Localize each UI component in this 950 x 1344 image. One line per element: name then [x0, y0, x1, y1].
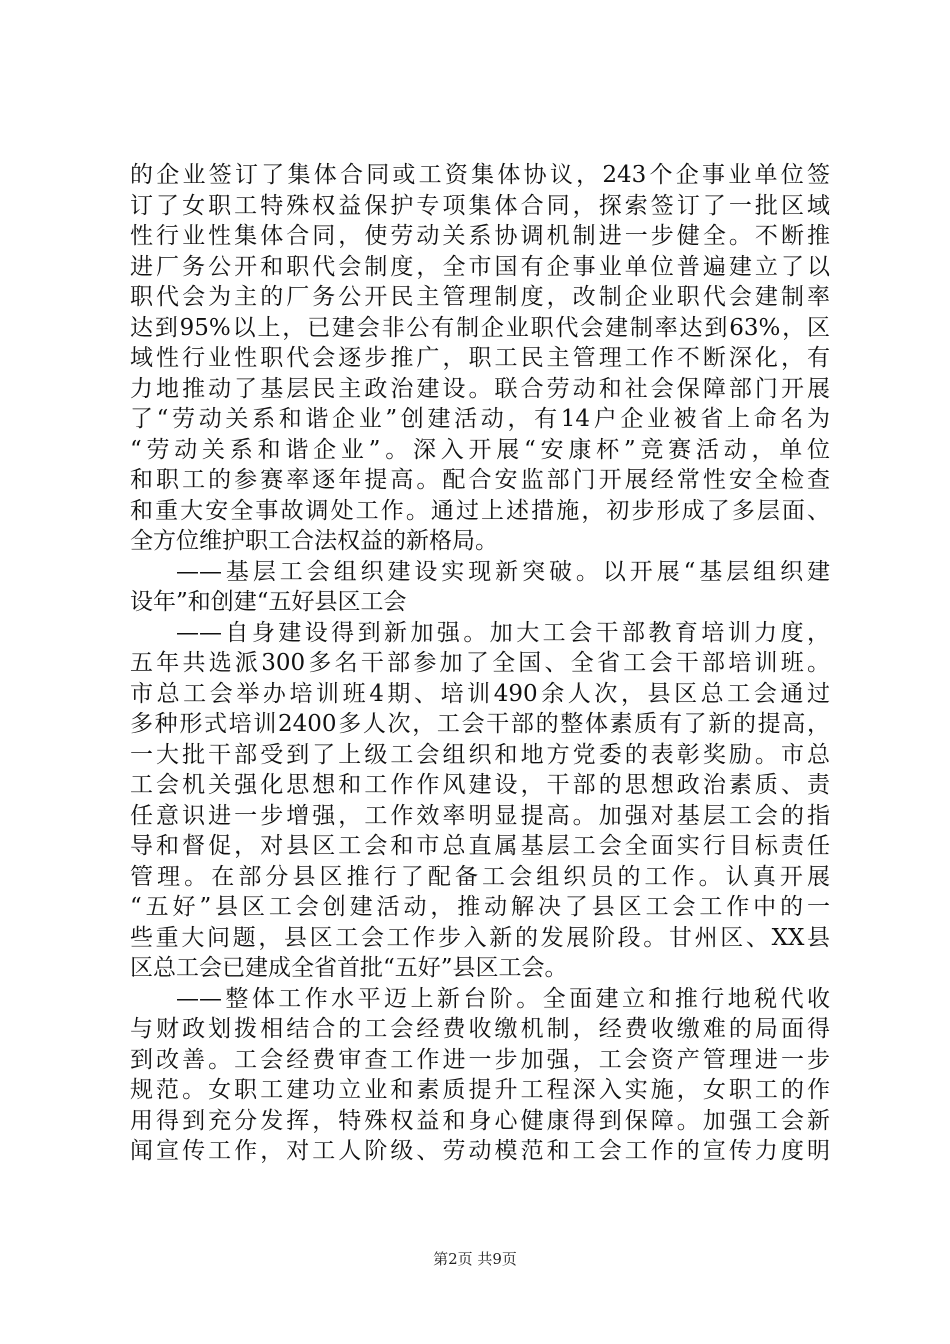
text-line: 闻宣传工作，对工人阶级、劳动模范和工会工作的宣传力度明	[130, 1138, 830, 1164]
text-line: 些重大问题，县区工会工作步入新的发展阶段。甘州区、XX县	[130, 924, 830, 951]
text-line: 和职工的参赛率逐年提高。配合安监部门开展经常性安全检查	[130, 467, 830, 493]
text-line: 导和督促，对县区工会和市总直属基层工会全面实行目标责任	[130, 833, 830, 859]
text-line: 区总工会已建成全省首批“五好”县区工会。	[130, 955, 568, 981]
text-line: 职代会为主的厂务公开民主管理制度，改制企业职代会建制率	[130, 284, 830, 310]
text-line: 任意识进一步增强，工作效率明显提高。加强对基层工会的指	[130, 802, 830, 829]
text-line: 达到95%以上，已建会非公有制企业职代会建制率达到63%，区	[130, 314, 830, 341]
text-line: “劳动关系和谐企业”。深入开展“安康杯”竞赛活动，单位	[130, 436, 830, 463]
text-line: 市总工会举办培训班4期、培训490余人次，县区总工会通过	[130, 680, 830, 707]
text-line: 一大批干部受到了上级工会组织和地方党委的表彰奖励。市总	[130, 741, 830, 768]
text-line: 五年共选派300多名干部参加了全国、全省工会干部培训班。	[130, 650, 830, 676]
text-line: 规范。女职工建功立业和素质提升工程深入实施，女职工的作	[130, 1077, 830, 1103]
text-line: 管理。在部分县区推行了配备工会组织员的工作。认真开展	[130, 863, 830, 890]
text-line: 多种形式培训2400多人次，工会干部的整体素质有了新的提高，	[130, 711, 830, 737]
text-line: 到改善。工会经费审查工作进一步加强，工会资产管理进一步	[130, 1046, 830, 1073]
text-line: ——自身建设得到新加强。加大工会干部教育培训力度，	[176, 619, 830, 646]
text-line: “五好”县区工会创建活动，推动解决了县区工会工作中的一	[130, 894, 830, 920]
page-number-label: 第2页 共9页	[433, 1250, 517, 1268]
text-line: 用得到充分发挥，特殊权益和身心健康得到保障。加强工会新	[130, 1107, 830, 1134]
document-body	[130, 160, 830, 1167]
text-line: 性行业性集体合同，使劳动关系协调机制进一步健全。不断推	[130, 223, 830, 249]
text-line: 的企业签订了集体合同或工资集体协议，243个企事业单位签	[130, 162, 830, 188]
text-line: 域性行业性职代会逐步推广，职工民主管理工作不断深化，有	[130, 345, 830, 371]
text-line: ——基层工会组织建设实现新突破。以开展“基层组织建	[176, 558, 830, 585]
text-line: 进厂务公开和职代会制度，全市国有企事业单位普遍建立了以	[130, 253, 830, 280]
text-line: 全方位维护职工合法权益的新格局。	[130, 528, 498, 554]
text-line: 了“劳动关系和谐企业”创建活动，有14户企业被省上命名为	[130, 406, 830, 432]
text-line: 设年”和创建“五好县区工会	[130, 589, 407, 615]
text-line: 力地推动了基层民主政治建设。联合劳动和社会保障部门开展	[130, 375, 830, 402]
text-line: 工会机关强化思想和工作作风建设，干部的思想政治素质、责	[130, 772, 830, 798]
text-line: 订了女职工特殊权益保护专项集体合同，探索签订了一批区域	[130, 192, 830, 219]
text-line: 和重大安全事故调处工作。通过上述措施，初步形成了多层面、	[130, 497, 830, 524]
text-line: ——整体工作水平迈上新台阶。全面建立和推行地税代收	[176, 985, 830, 1012]
page-footer	[0, 1248, 950, 1269]
text-line: 与财政划拨相结合的工会经费收缴机制，经费收缴难的局面得	[130, 1016, 830, 1042]
